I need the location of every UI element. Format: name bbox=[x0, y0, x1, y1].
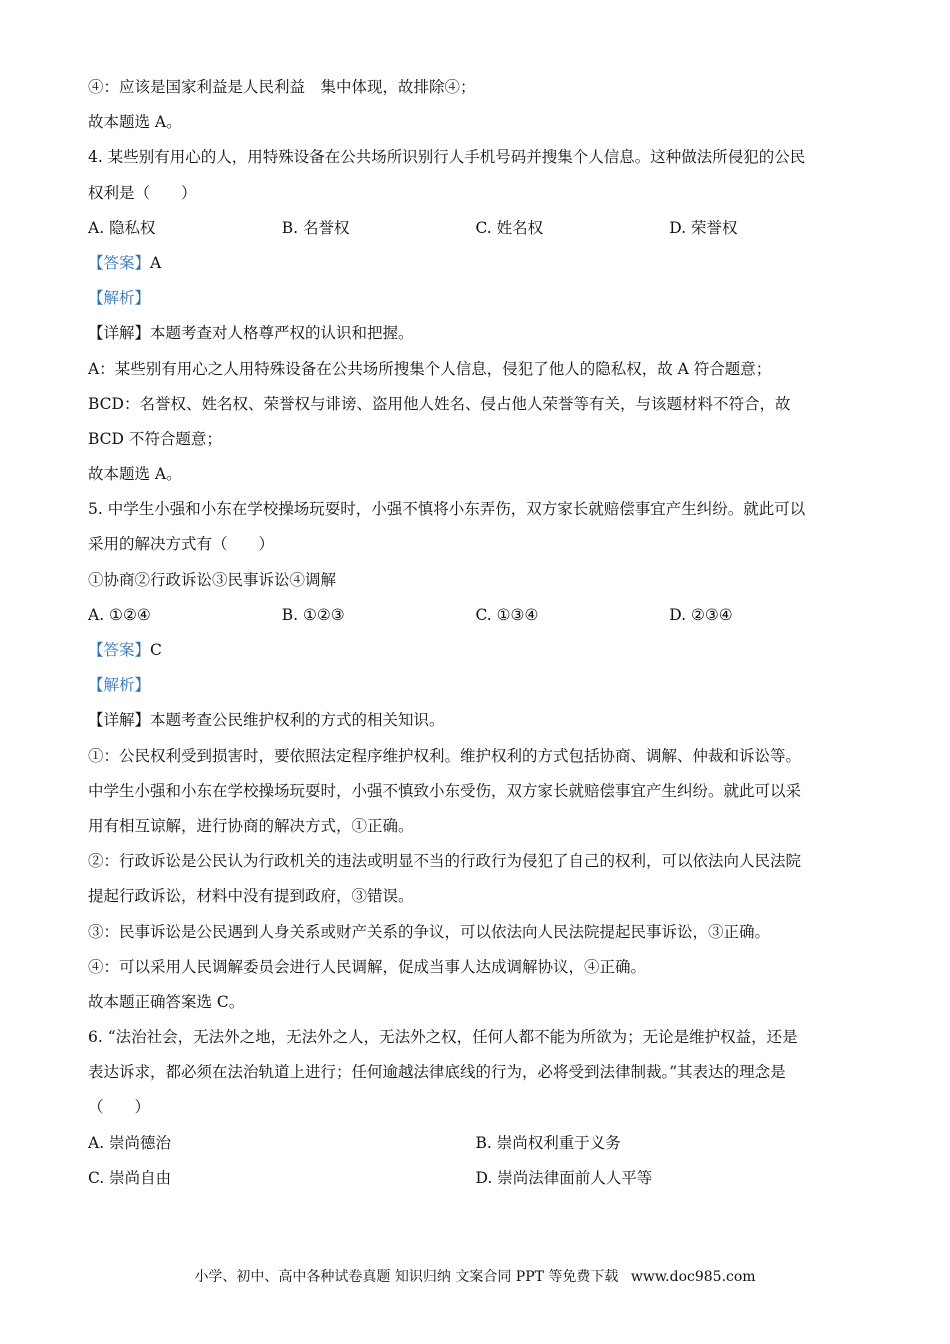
question-4-stem: 权利是（ ） bbox=[88, 183, 197, 202]
detail-tag: 【详解】 bbox=[88, 324, 151, 343]
option-a: A. 隐私权 bbox=[88, 218, 156, 237]
question-6-stem: 6. “法治社会，无法外之地，无法外之人，无法外之权，任何人都不能为所欲为；无论是维护权益，还是 bbox=[88, 1028, 798, 1047]
option-c: C. 姓名权 bbox=[475, 218, 544, 237]
detail-line bbox=[88, 316, 863, 351]
footer-slogan: 小学、初中、高中各种试卷真题 知识归纳 文案合同 PPT 等免费下载 bbox=[194, 1269, 619, 1285]
option-d: D. 崇尚法律面前人人平等 bbox=[475, 1168, 653, 1187]
text-line: A：某些别有用心之人用特殊设备在公共场所搜集个人信息，侵犯了他人的隐私权，故 A 符合题意； bbox=[88, 359, 772, 378]
document-body bbox=[88, 70, 863, 1196]
answer-tag: 【答案】 bbox=[88, 253, 151, 272]
answer-line bbox=[88, 246, 863, 281]
analysis-tag: 【解析】 bbox=[88, 676, 151, 695]
analysis-tag: 【解析】 bbox=[88, 289, 151, 308]
text-line: ④：可以采用人民调解委员会进行人民调解，促成当事人达成调解协议，④正确。 bbox=[88, 957, 647, 976]
text-line: BCD：名誉权、姓名权、荣誉权与诽谤、盗用他人姓名、侵占他人荣誉等有关，与该题材料不符合，故 bbox=[88, 394, 791, 413]
text-line: 用有相互谅解，进行协商的解决方式，①正确。 bbox=[88, 816, 414, 835]
text-line: ③：民事诉讼是公民遇到人身关系或财产关系的争议，可以依法向人民法院提起民事诉讼，③正确。 bbox=[88, 922, 771, 941]
text-line: ②：行政诉讼是公民认为行政机关的违法或明显不当的行政行为侵犯了自己的权利，可以依法向人民法院 bbox=[88, 852, 802, 871]
option-c: C. 崇尚自由 bbox=[88, 1168, 172, 1187]
question-6-stem: 表达诉求，都必须在法治轨道上进行；任何逾越法律底线的行为，必将受到法律制裁。”其表达的理念是 bbox=[88, 1063, 786, 1082]
option-b: B. 名誉权 bbox=[281, 218, 350, 237]
question-4-options bbox=[88, 211, 863, 246]
text-line: ④：应该是国家利益是人民利益 集中体现，故排除④； bbox=[88, 78, 476, 96]
question-5-options bbox=[88, 598, 863, 633]
option-b: B. ①②③ bbox=[281, 605, 345, 624]
page-footer bbox=[0, 1266, 950, 1286]
detail-tag: 【详解】 bbox=[88, 711, 151, 730]
question-6-stem: （ ） bbox=[88, 1098, 151, 1117]
option-a: A. ①②④ bbox=[88, 605, 151, 624]
footer-site-link[interactable]: www.doc985.com bbox=[630, 1269, 756, 1285]
text-line: 提起行政诉讼，材料中没有提到政府，③错误。 bbox=[88, 887, 414, 906]
detail-text: 本题考查对人格尊严权的认识和把握。 bbox=[150, 324, 414, 343]
detail-text: 本题考查公民维护权利的方式的相关知识。 bbox=[150, 711, 445, 730]
option-a: A. 崇尚德治 bbox=[88, 1133, 172, 1152]
option-d: D. 荣誉权 bbox=[669, 218, 738, 237]
question-4-stem: 4. 某些别有用心的人，用特殊设备在公共场所识别行人手机号码并搜集个人信息。这种做法所侵犯的公民 bbox=[88, 148, 806, 167]
question-5-stem: 采用的解决方式有（ ） bbox=[88, 535, 275, 554]
answer-value: C bbox=[150, 641, 162, 659]
answer-value: A bbox=[150, 253, 162, 272]
text-line: 故本题选 A。 bbox=[88, 465, 182, 484]
text-line: 故本题选 A。 bbox=[88, 113, 182, 132]
answer-line bbox=[88, 633, 863, 668]
question-6-options-row-1 bbox=[88, 1126, 863, 1161]
option-b: B. 崇尚权利重于义务 bbox=[475, 1133, 621, 1152]
question-5-items: ①协商②行政诉讼③民事诉讼④调解 bbox=[88, 570, 337, 589]
text-line: 故本题正确答案选 C。 bbox=[88, 992, 245, 1011]
text-line: BCD 不符合题意； bbox=[88, 429, 222, 448]
text-line: 中学生小强和小东在学校操场玩耍时，小强不慎致小东受伤，双方家长就赔偿事宜产生纠纷。就此可以采 bbox=[88, 781, 802, 800]
text-line: ①：公民权利受到损害时，要依照法定程序维护权利。维护权利的方式包括协商、调解、仲裁和诉讼等。 bbox=[88, 746, 802, 765]
option-d: D. ②③④ bbox=[669, 605, 733, 624]
option-c: C. ①③④ bbox=[475, 605, 539, 624]
detail-line bbox=[88, 703, 863, 738]
answer-tag: 【答案】 bbox=[88, 641, 151, 659]
question-5-stem: 5. 中学生小强和小东在学校操场玩耍时，小强不慎将小东弄伤，双方家长就赔偿事宜产生纠纷。就此可以 bbox=[88, 500, 806, 519]
question-6-options-row-2 bbox=[88, 1161, 863, 1196]
